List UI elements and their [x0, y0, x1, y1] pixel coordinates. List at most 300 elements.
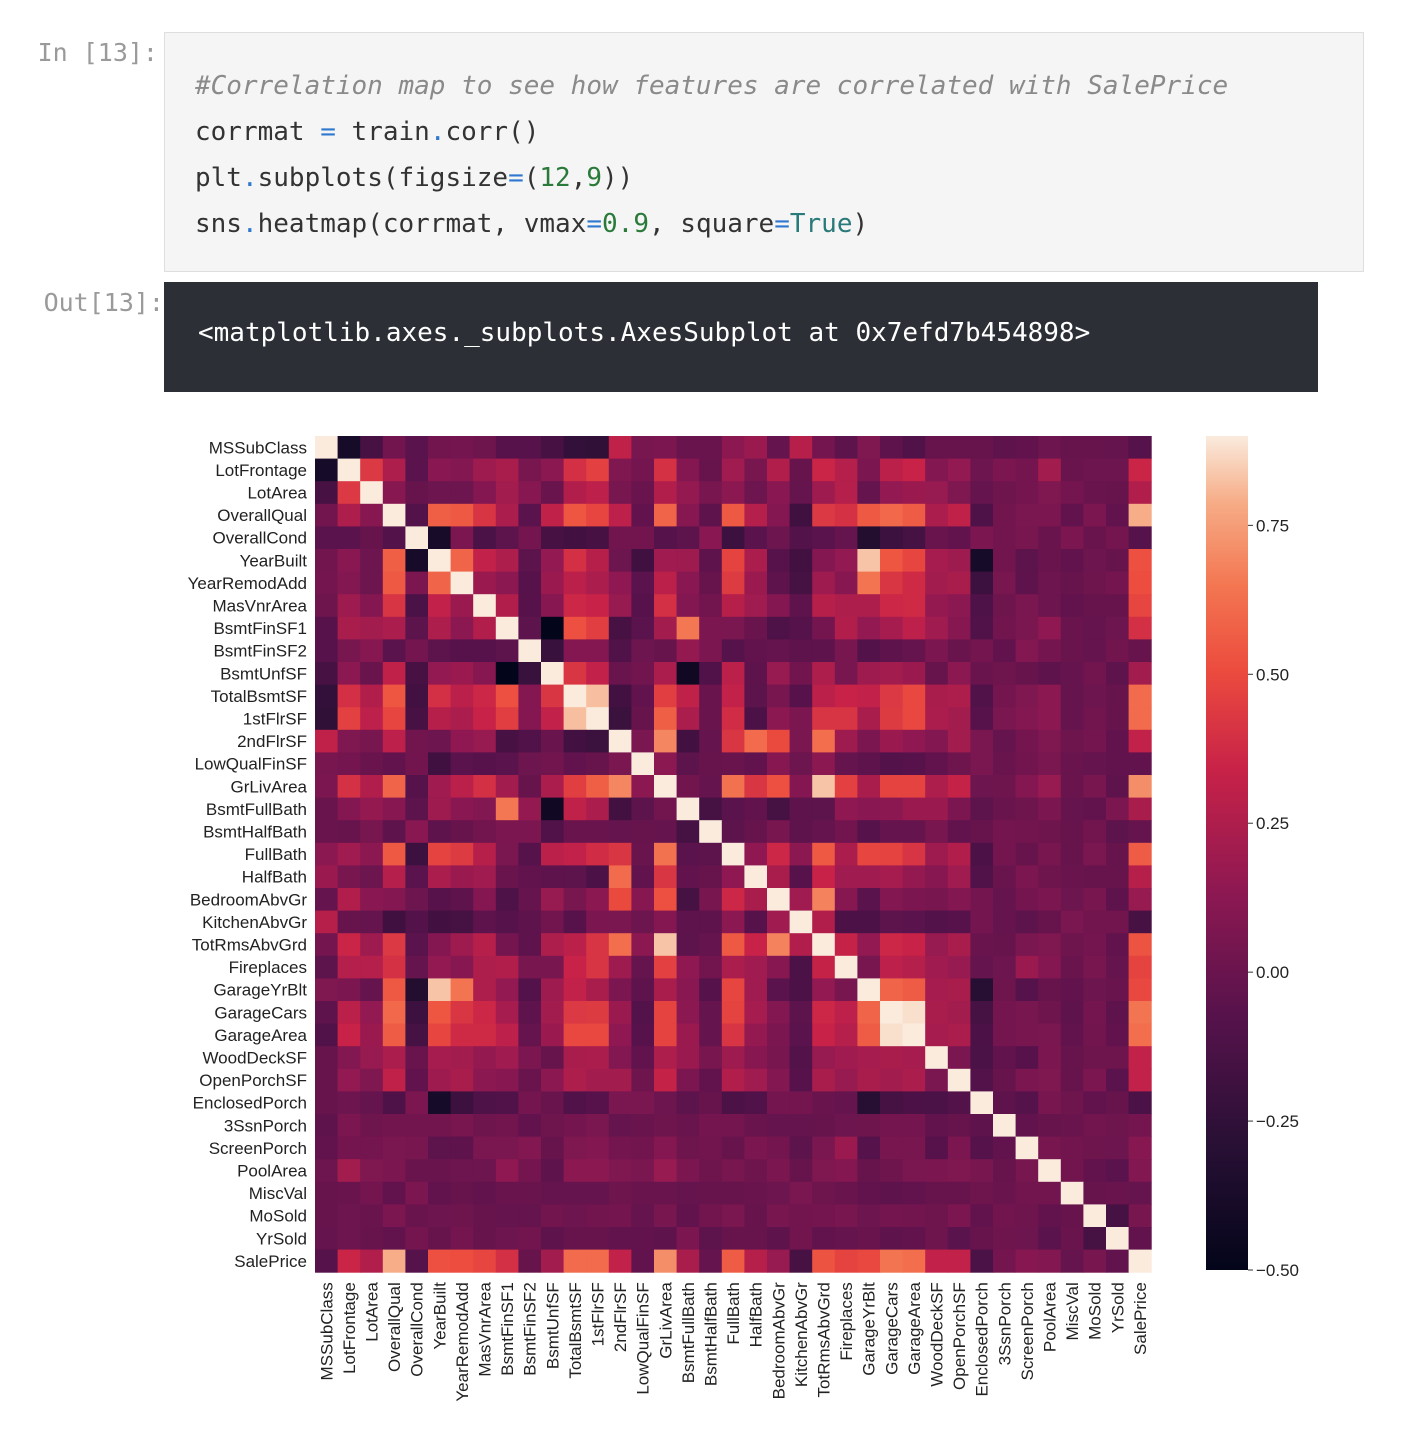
heatmap-cell — [1016, 707, 1039, 730]
y-tick-label: PoolArea — [237, 1161, 307, 1181]
heatmap-cell — [1038, 978, 1061, 1001]
heatmap-cell — [428, 1069, 451, 1092]
heatmap-cell — [1016, 685, 1039, 708]
y-tick-label: OverallQual — [217, 506, 307, 526]
heatmap-cell — [473, 911, 496, 934]
heatmap-cell — [925, 1024, 948, 1047]
heatmap-cell — [903, 526, 926, 549]
heatmap-cell — [857, 956, 880, 979]
heatmap-cell — [677, 685, 700, 708]
heatmap-cell — [654, 459, 677, 482]
heatmap-cell — [451, 1046, 474, 1069]
heatmap-cell — [812, 639, 835, 662]
heatmap-cell — [903, 911, 926, 934]
heatmap-cell — [451, 798, 474, 821]
heatmap-cell — [631, 572, 654, 595]
heatmap-cell — [925, 1114, 948, 1137]
heatmap-cell — [925, 504, 948, 527]
y-tick-label: OverallCond — [212, 528, 307, 548]
heatmap-cell — [1038, 572, 1061, 595]
heatmap-cell — [1083, 888, 1106, 911]
colorbar-tick-label: −0.25 — [1256, 1112, 1300, 1132]
code-line — [195, 201, 1228, 247]
heatmap-cell — [903, 1227, 926, 1250]
heatmap-cell — [405, 752, 428, 775]
heatmap-cell — [1106, 933, 1129, 956]
heatmap-cell — [1129, 1250, 1152, 1273]
heatmap-cell — [699, 1182, 722, 1205]
heatmap-cell — [609, 843, 632, 866]
heatmap-cell — [564, 1159, 587, 1182]
heatmap-cell — [790, 798, 813, 821]
heatmap-cell — [1061, 685, 1084, 708]
heatmap-cell — [473, 526, 496, 549]
heatmap-cell — [699, 978, 722, 1001]
heatmap-cell — [1083, 1069, 1106, 1092]
x-tick-label: ScreenPorch — [1017, 1282, 1037, 1381]
heatmap-cell — [790, 707, 813, 730]
heatmap-cell — [631, 504, 654, 527]
heatmap-cell — [631, 594, 654, 617]
heatmap-cell — [428, 1024, 451, 1047]
heatmap-cell — [812, 820, 835, 843]
heatmap-cell — [812, 775, 835, 798]
heatmap-cell — [767, 685, 790, 708]
code-token: . — [241, 163, 258, 193]
heatmap-cell — [586, 1046, 609, 1069]
heatmap-cell — [722, 685, 745, 708]
heatmap-cell — [1083, 481, 1106, 504]
x-tick-label: MSSubClass — [317, 1282, 337, 1381]
heatmap-cell — [1061, 662, 1084, 685]
heatmap-cell — [812, 911, 835, 934]
heatmap-cell — [993, 1091, 1016, 1114]
heatmap-cell — [835, 1024, 858, 1047]
code-token: plt — [195, 163, 242, 193]
heatmap-cell — [699, 639, 722, 662]
colorbar-tick-label: 0.75 — [1256, 516, 1290, 536]
heatmap-cell — [993, 933, 1016, 956]
heatmap-cell — [496, 594, 519, 617]
heatmap-cell — [518, 730, 541, 753]
heatmap-cell — [1016, 843, 1039, 866]
heatmap-cell — [541, 820, 564, 843]
heatmap-cell — [315, 820, 338, 843]
heatmap-cell — [631, 843, 654, 866]
heatmap-cell — [451, 730, 474, 753]
heatmap-cell — [428, 730, 451, 753]
heatmap-cell — [1106, 1250, 1129, 1273]
heatmap-cell — [473, 798, 496, 821]
code-editor[interactable] — [195, 63, 1228, 247]
heatmap-cell — [722, 617, 745, 640]
heatmap-cell — [428, 775, 451, 798]
heatmap-cell — [1106, 752, 1129, 775]
heatmap-cell — [496, 707, 519, 730]
heatmap-cell — [722, 843, 745, 866]
heatmap-cell — [1083, 549, 1106, 572]
heatmap-cell — [744, 662, 767, 685]
heatmap-cell — [1106, 572, 1129, 595]
heatmap-cell — [541, 730, 564, 753]
heatmap-cell — [744, 978, 767, 1001]
heatmap-cell — [699, 1024, 722, 1047]
heatmap-cell — [1016, 1069, 1039, 1092]
heatmap-cell — [1106, 481, 1129, 504]
heatmap-cell — [1083, 572, 1106, 595]
heatmap-cell — [586, 572, 609, 595]
heatmap-cell — [1016, 865, 1039, 888]
heatmap-cell — [654, 933, 677, 956]
heatmap-cell — [970, 888, 993, 911]
heatmap-cell — [360, 662, 383, 685]
heatmap-cell — [880, 1159, 903, 1182]
heatmap-cell — [790, 956, 813, 979]
heatmap-cell — [338, 888, 361, 911]
heatmap-cell — [744, 933, 767, 956]
heatmap-cell — [744, 752, 767, 775]
heatmap-cell — [315, 685, 338, 708]
y-tick-label: YrSold — [255, 1229, 307, 1249]
code-token: = — [586, 209, 603, 239]
heatmap-cell — [1038, 888, 1061, 911]
heatmap-cell — [654, 888, 677, 911]
heatmap-cell — [925, 572, 948, 595]
heatmap-cell — [857, 436, 880, 459]
heatmap-cell — [699, 549, 722, 572]
heatmap-cell — [609, 1204, 632, 1227]
heatmap-cell — [609, 1250, 632, 1273]
heatmap-cell — [451, 820, 474, 843]
heatmap-cell — [677, 798, 700, 821]
heatmap-cell — [1129, 775, 1152, 798]
x-tick-label: LowQualFinSF — [633, 1282, 653, 1395]
heatmap-cell — [518, 707, 541, 730]
heatmap-cell — [1038, 436, 1061, 459]
heatmap-cell — [609, 549, 632, 572]
heatmap-cell — [970, 504, 993, 527]
x-tick-label: YearBuilt — [430, 1282, 450, 1350]
heatmap-cell — [903, 752, 926, 775]
heatmap-cell — [338, 1159, 361, 1182]
heatmap-cell — [699, 933, 722, 956]
heatmap-cell — [338, 933, 361, 956]
heatmap-cell — [360, 1227, 383, 1250]
heatmap-cell — [1129, 504, 1152, 527]
heatmap-cell — [564, 1137, 587, 1160]
heatmap-cell — [925, 1091, 948, 1114]
heatmap-cell — [383, 956, 406, 979]
heatmap-cell — [1061, 933, 1084, 956]
heatmap-cell — [835, 1046, 858, 1069]
heatmap-cell — [903, 1250, 926, 1273]
heatmap-cell — [970, 481, 993, 504]
heatmap-cell — [880, 685, 903, 708]
heatmap-cell — [654, 639, 677, 662]
heatmap-cell — [338, 572, 361, 595]
heatmap-cell — [586, 730, 609, 753]
heatmap-cell — [586, 617, 609, 640]
heatmap-cell — [993, 639, 1016, 662]
heatmap-cell — [857, 707, 880, 730]
heatmap-cell — [925, 1137, 948, 1160]
heatmap-cell — [631, 1091, 654, 1114]
heatmap-cell — [880, 1024, 903, 1047]
heatmap-cell — [1038, 865, 1061, 888]
heatmap-cell — [857, 752, 880, 775]
heatmap-cell — [812, 685, 835, 708]
heatmap-cell — [1061, 459, 1084, 482]
heatmap-cell — [948, 1091, 971, 1114]
heatmap-cell — [631, 933, 654, 956]
heatmap-cell — [473, 572, 496, 595]
heatmap-cell — [970, 775, 993, 798]
heatmap-cell — [812, 662, 835, 685]
heatmap-cell — [1061, 911, 1084, 934]
heatmap-cell — [880, 662, 903, 685]
heatmap-cell — [360, 933, 383, 956]
heatmap-cell — [586, 752, 609, 775]
heatmap-cell — [518, 504, 541, 527]
heatmap-cell — [722, 572, 745, 595]
heatmap-cell — [451, 1001, 474, 1024]
heatmap-cell — [518, 820, 541, 843]
heatmap-cell — [835, 888, 858, 911]
heatmap-cell — [1106, 662, 1129, 685]
heatmap-cell — [564, 956, 587, 979]
heatmap-cell — [541, 459, 564, 482]
heatmap-cell — [767, 707, 790, 730]
heatmap-cell — [338, 978, 361, 1001]
heatmap-cell — [541, 1114, 564, 1137]
heatmap-cell — [1061, 1024, 1084, 1047]
heatmap-cell — [428, 1159, 451, 1182]
heatmap-cell — [564, 730, 587, 753]
heatmap-cell — [338, 752, 361, 775]
heatmap-cell — [835, 752, 858, 775]
heatmap-cell — [360, 978, 383, 1001]
heatmap-cell — [631, 617, 654, 640]
heatmap-cell — [609, 775, 632, 798]
heatmap-cell — [428, 481, 451, 504]
heatmap-cell — [428, 1091, 451, 1114]
heatmap-cell — [609, 911, 632, 934]
heatmap-cell — [699, 1046, 722, 1069]
heatmap-cell — [1016, 752, 1039, 775]
y-tick-label: 2ndFlrSF — [237, 732, 307, 752]
heatmap-cell — [677, 1204, 700, 1227]
heatmap-cell — [518, 594, 541, 617]
heatmap-cell — [1038, 526, 1061, 549]
heatmap-cell — [451, 775, 474, 798]
heatmap-cell — [903, 798, 926, 821]
heatmap-cell — [338, 1001, 361, 1024]
y-tick-label: EnclosedPorch — [192, 1093, 307, 1113]
heatmap-cell — [496, 504, 519, 527]
x-tick-label: YearRemodAdd — [452, 1282, 472, 1402]
heatmap-cell — [903, 594, 926, 617]
heatmap-cell — [360, 911, 383, 934]
heatmap-cell — [609, 956, 632, 979]
heatmap-cell — [925, 1204, 948, 1227]
heatmap-cell — [541, 1137, 564, 1160]
heatmap-cell — [1061, 820, 1084, 843]
heatmap-cell — [903, 1204, 926, 1227]
heatmap-cell — [903, 1001, 926, 1024]
heatmap-cell — [993, 481, 1016, 504]
heatmap-cell — [925, 459, 948, 482]
heatmap-cell — [835, 617, 858, 640]
heatmap-cell — [880, 752, 903, 775]
heatmap-cell — [541, 888, 564, 911]
heatmap-cell — [744, 707, 767, 730]
y-tick-label: LotFrontage — [215, 460, 307, 480]
heatmap-cell — [857, 1024, 880, 1047]
heatmap-cell — [654, 1114, 677, 1137]
heatmap-cell — [586, 707, 609, 730]
y-tick-label: 1stFlrSF — [242, 709, 307, 729]
heatmap-cell — [1061, 1250, 1084, 1273]
y-tick-label: BsmtHalfBath — [203, 822, 307, 842]
y-tick-label: GrLivArea — [230, 777, 307, 797]
code-token: , square — [648, 209, 775, 239]
heatmap-cell — [722, 911, 745, 934]
heatmap-cell — [1083, 752, 1106, 775]
heatmap-cell — [1106, 1227, 1129, 1250]
heatmap-cell — [383, 820, 406, 843]
heatmap-cell — [541, 798, 564, 821]
heatmap-cell — [1083, 730, 1106, 753]
heatmap-cell — [744, 549, 767, 572]
heatmap-cell — [903, 436, 926, 459]
heatmap-cell — [405, 888, 428, 911]
heatmap-cell — [1083, 865, 1106, 888]
heatmap-cell — [812, 798, 835, 821]
heatmap-cell — [812, 1001, 835, 1024]
heatmap-cell — [925, 820, 948, 843]
colorbar — [1206, 436, 1248, 1270]
heatmap-cell — [338, 617, 361, 640]
heatmap-cell — [744, 888, 767, 911]
x-tick-label: FullBath — [724, 1282, 744, 1345]
heatmap-cell — [812, 888, 835, 911]
x-tick-label: LotArea — [362, 1282, 382, 1342]
heatmap-cell — [677, 752, 700, 775]
heatmap-cell — [496, 1069, 519, 1092]
heatmap-cell — [767, 526, 790, 549]
heatmap-cell — [451, 1137, 474, 1160]
x-tick-label: TotRmsAbvGrd — [814, 1282, 834, 1398]
heatmap-cell — [609, 572, 632, 595]
heatmap-cell — [790, 1159, 813, 1182]
heatmap-cell — [880, 617, 903, 640]
heatmap-cell — [722, 1204, 745, 1227]
heatmap-cell — [1038, 685, 1061, 708]
heatmap-cell — [473, 1227, 496, 1250]
heatmap-cell — [518, 1137, 541, 1160]
heatmap-cell — [496, 639, 519, 662]
heatmap-cell — [631, 1069, 654, 1092]
heatmap-cell — [405, 798, 428, 821]
heatmap-cell — [835, 504, 858, 527]
heatmap-cell — [1083, 1114, 1106, 1137]
heatmap-cell — [609, 752, 632, 775]
heatmap-cell — [767, 1204, 790, 1227]
heatmap-cell — [993, 504, 1016, 527]
heatmap-cell — [790, 820, 813, 843]
heatmap-cell — [564, 639, 587, 662]
heatmap-cell — [428, 911, 451, 934]
heatmap-cell — [428, 798, 451, 821]
y-tick-label: SalePrice — [234, 1251, 307, 1271]
heatmap-cell — [722, 1227, 745, 1250]
heatmap-cell — [677, 617, 700, 640]
heatmap-cell — [767, 1159, 790, 1182]
heatmap-cell — [1038, 662, 1061, 685]
heatmap-cell — [496, 911, 519, 934]
heatmap-cell — [451, 865, 474, 888]
colorbar-tick-label: 0.50 — [1256, 665, 1290, 685]
heatmap-cell — [744, 1227, 767, 1250]
heatmap-cell — [1038, 1137, 1061, 1160]
code-input-cell[interactable] — [164, 32, 1364, 272]
heatmap-cell — [903, 639, 926, 662]
heatmap-cell — [564, 526, 587, 549]
heatmap-cell — [496, 888, 519, 911]
code-token: 9 — [586, 163, 603, 193]
heatmap-cell — [496, 933, 519, 956]
heatmap-cell — [496, 752, 519, 775]
heatmap-cell — [654, 617, 677, 640]
heatmap-cell — [1016, 481, 1039, 504]
heatmap-cell — [1129, 1204, 1152, 1227]
x-tick-label: BsmtUnfSF — [543, 1282, 563, 1370]
heatmap-cell — [496, 1182, 519, 1205]
heatmap-cell — [925, 549, 948, 572]
heatmap-cell — [744, 911, 767, 934]
heatmap-cell — [451, 911, 474, 934]
heatmap-cell — [835, 1137, 858, 1160]
heatmap-cell — [767, 1091, 790, 1114]
heatmap-cell — [722, 504, 745, 527]
heatmap-cell — [473, 1204, 496, 1227]
heatmap-cell — [948, 798, 971, 821]
heatmap-cell — [496, 1091, 519, 1114]
heatmap-cell — [609, 798, 632, 821]
colorbar-tick-label: −0.50 — [1256, 1261, 1300, 1280]
heatmap-cell — [790, 911, 813, 934]
heatmap-cell — [699, 1114, 722, 1137]
heatmap-cell — [383, 730, 406, 753]
heatmap-cell — [835, 526, 858, 549]
heatmap-cell — [767, 798, 790, 821]
heatmap-cell — [405, 1091, 428, 1114]
heatmap-cell — [564, 662, 587, 685]
heatmap-cell — [360, 1091, 383, 1114]
heatmap-cell — [541, 865, 564, 888]
heatmap-cell — [1016, 1046, 1039, 1069]
heatmap-cell — [835, 843, 858, 866]
y-tick-label: TotalBsmtSF — [210, 686, 307, 706]
output-cell — [164, 282, 1318, 392]
heatmap-cell — [857, 865, 880, 888]
heatmap-cell — [564, 843, 587, 866]
heatmap-cell — [360, 865, 383, 888]
heatmap-cell — [1083, 685, 1106, 708]
heatmap-cell — [586, 662, 609, 685]
heatmap-cell — [564, 1227, 587, 1250]
heatmap-cell — [880, 1091, 903, 1114]
